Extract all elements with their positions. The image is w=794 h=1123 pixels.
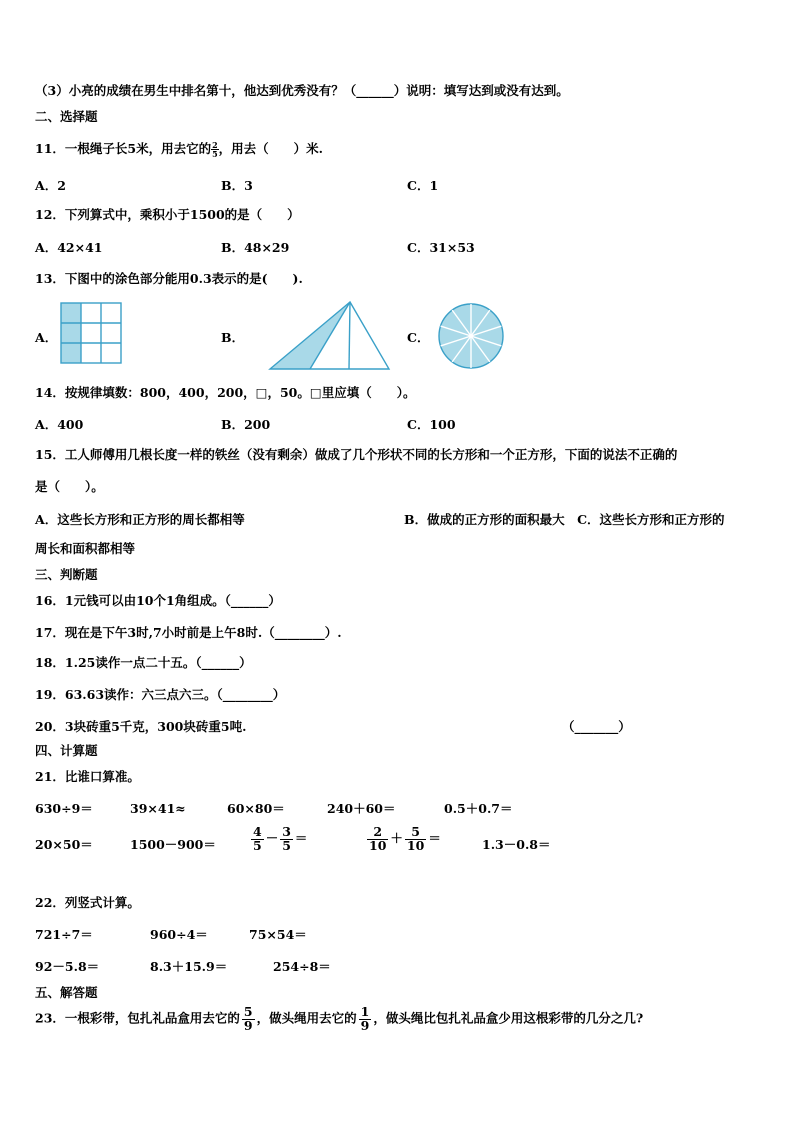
frac-eq: ＝: [294, 830, 308, 846]
q15-option-c-cont: 周长和面积都相等: [35, 541, 136, 556]
q21-item-10: 1.3－0.8＝: [482, 837, 551, 852]
q22-item-4: 92－5.8＝: [35, 959, 100, 974]
q13-grid-figure: [60, 302, 122, 364]
section-choice-heading: 二、选择题: [35, 109, 98, 124]
frac-den: 10: [369, 837, 387, 853]
q11-fraction: [211, 141, 219, 158]
q21-frac-a: [251, 826, 264, 852]
question-21-title: 21．比谁口算准。: [35, 769, 140, 784]
frac-den: 5: [253, 837, 262, 853]
q15-option-bc[interactable]: B．做成的正方形的面积最大 C．这些长方形和正方形的: [404, 512, 725, 527]
question-17: 17．现在是下午3时,7小时前是上午8时.（________）.: [35, 625, 342, 640]
question-11: [35, 140, 323, 158]
question-15-line2: 是（ ）。: [35, 479, 104, 494]
q13-label-c[interactable]: C．: [407, 330, 430, 345]
frac-den: 9: [360, 1017, 370, 1033]
question-20: 20．3块砖重5千克，300块砖重5吨.: [35, 719, 247, 734]
frac-num: 3: [282, 824, 291, 839]
q23-frac-1: [242, 1006, 255, 1032]
q23-text-post: ，做头绳比包扎礼品盒少用这根彩带的几分之几?: [373, 1010, 644, 1026]
question-18: 18．1.25读作一点二十五。（______）: [35, 655, 252, 670]
q13-circle-figure: [437, 302, 505, 370]
question-14: 14．按规律填数：800，400，200，□，50。□里应填（ ）。: [35, 385, 416, 400]
section-calc-heading: 四、计算题: [35, 743, 98, 758]
frac-num: 5: [243, 1004, 253, 1019]
frac-num: 1: [360, 1004, 370, 1019]
q14-option-a[interactable]: A．400: [35, 417, 84, 432]
frac-op: －: [265, 830, 279, 846]
q11-option-b[interactable]: B．3: [221, 178, 253, 193]
question-19: 19．63.63读作：六三点六三。（________）: [35, 687, 286, 702]
q23-text-mid: ，做头绳用去它的: [256, 1010, 357, 1026]
frac-den: 9: [243, 1017, 253, 1033]
frac-num: 5: [405, 826, 426, 840]
q14-option-b[interactable]: B．200: [221, 417, 271, 432]
q22-item-1: 721÷7＝: [35, 927, 93, 942]
q13-label-b[interactable]: B．: [221, 330, 245, 345]
q21-item-9: [365, 826, 441, 852]
q23-text-pre: 23．一根彩带，包扎礼品盒用去它的: [35, 1010, 240, 1026]
q21-frac-c: [367, 826, 388, 852]
q21-item-5: 0.5＋0.7＝: [444, 801, 513, 816]
q21-item-3: 60×80＝: [227, 801, 285, 816]
question-23: [35, 1006, 643, 1032]
grid-shaded-column: [61, 303, 81, 363]
q11-frac-num: 2: [212, 140, 218, 150]
frac-den: 10: [406, 837, 425, 853]
frac-eq: ＝: [428, 830, 441, 846]
frac-den: 5: [282, 837, 291, 853]
q21-frac-d: [405, 826, 426, 852]
q14-option-c[interactable]: C．100: [407, 417, 456, 432]
q12-option-a[interactable]: A．42×41: [35, 240, 103, 255]
q15-option-a[interactable]: A．这些长方形和正方形的周长都相等: [35, 512, 245, 527]
q11-text-post: ，用去（ ）米.: [218, 141, 324, 156]
q21-item-2: 39×41≈: [130, 801, 186, 816]
q11-frac-den: 5: [212, 149, 218, 159]
q11-option-a[interactable]: A．2: [35, 178, 66, 193]
frac-num: 4: [253, 824, 262, 839]
q13-triangle-figure: [268, 300, 392, 372]
q21-item-8: [249, 826, 307, 852]
frac-op: ＋: [390, 830, 403, 846]
q13-label-a[interactable]: A．: [35, 330, 58, 345]
q21-item-6: 20×50＝: [35, 837, 93, 852]
q22-item-5: 8.3＋15.9＝: [150, 959, 228, 974]
question-22-title: 22．列竖式计算。: [35, 895, 140, 910]
frac-num: 2: [367, 826, 388, 840]
q3-line: （3）小亮的成绩在男生中排名第十，他达到优秀没有？（______）说明：填写达到或没有达到。: [35, 83, 569, 98]
q20-answer-blank[interactable]: （_______）: [562, 719, 631, 734]
q23-frac-2: [359, 1006, 372, 1032]
section-solve-heading: 五、解答题: [35, 985, 98, 1000]
q21-item-1: 630÷9＝: [35, 801, 93, 816]
q22-item-6: 254÷8＝: [273, 959, 331, 974]
q22-item-2: 960÷4＝: [150, 927, 208, 942]
q21-item-7: 1500－900＝: [130, 837, 216, 852]
q12-option-c[interactable]: C．31×53: [407, 240, 475, 255]
q11-text-pre: 11．一根绳子长5米，用去它的: [35, 141, 212, 156]
q11-option-c[interactable]: C．1: [407, 178, 439, 193]
q21-item-4: 240＋60＝: [327, 801, 396, 816]
question-16: 16．1元钱可以由10个1角组成。（______）: [35, 593, 281, 608]
question-15-line1: 15．工人师傅用几根长度一样的铁丝（没有剩余）做成了几个形状不同的长方形和一个正方形，下面的说法不正确的: [35, 447, 678, 462]
question-13: 13．下图中的涂色部分能用0.3表示的是( ).: [35, 271, 303, 286]
q21-frac-b: [280, 826, 293, 852]
question-12: 12．下列算式中，乘积小于1500的是（ ）: [35, 207, 300, 222]
q22-item-3: 75×54＝: [249, 927, 307, 942]
q12-option-b[interactable]: B．48×29: [221, 240, 290, 255]
section-judge-heading: 三、判断题: [35, 567, 98, 582]
